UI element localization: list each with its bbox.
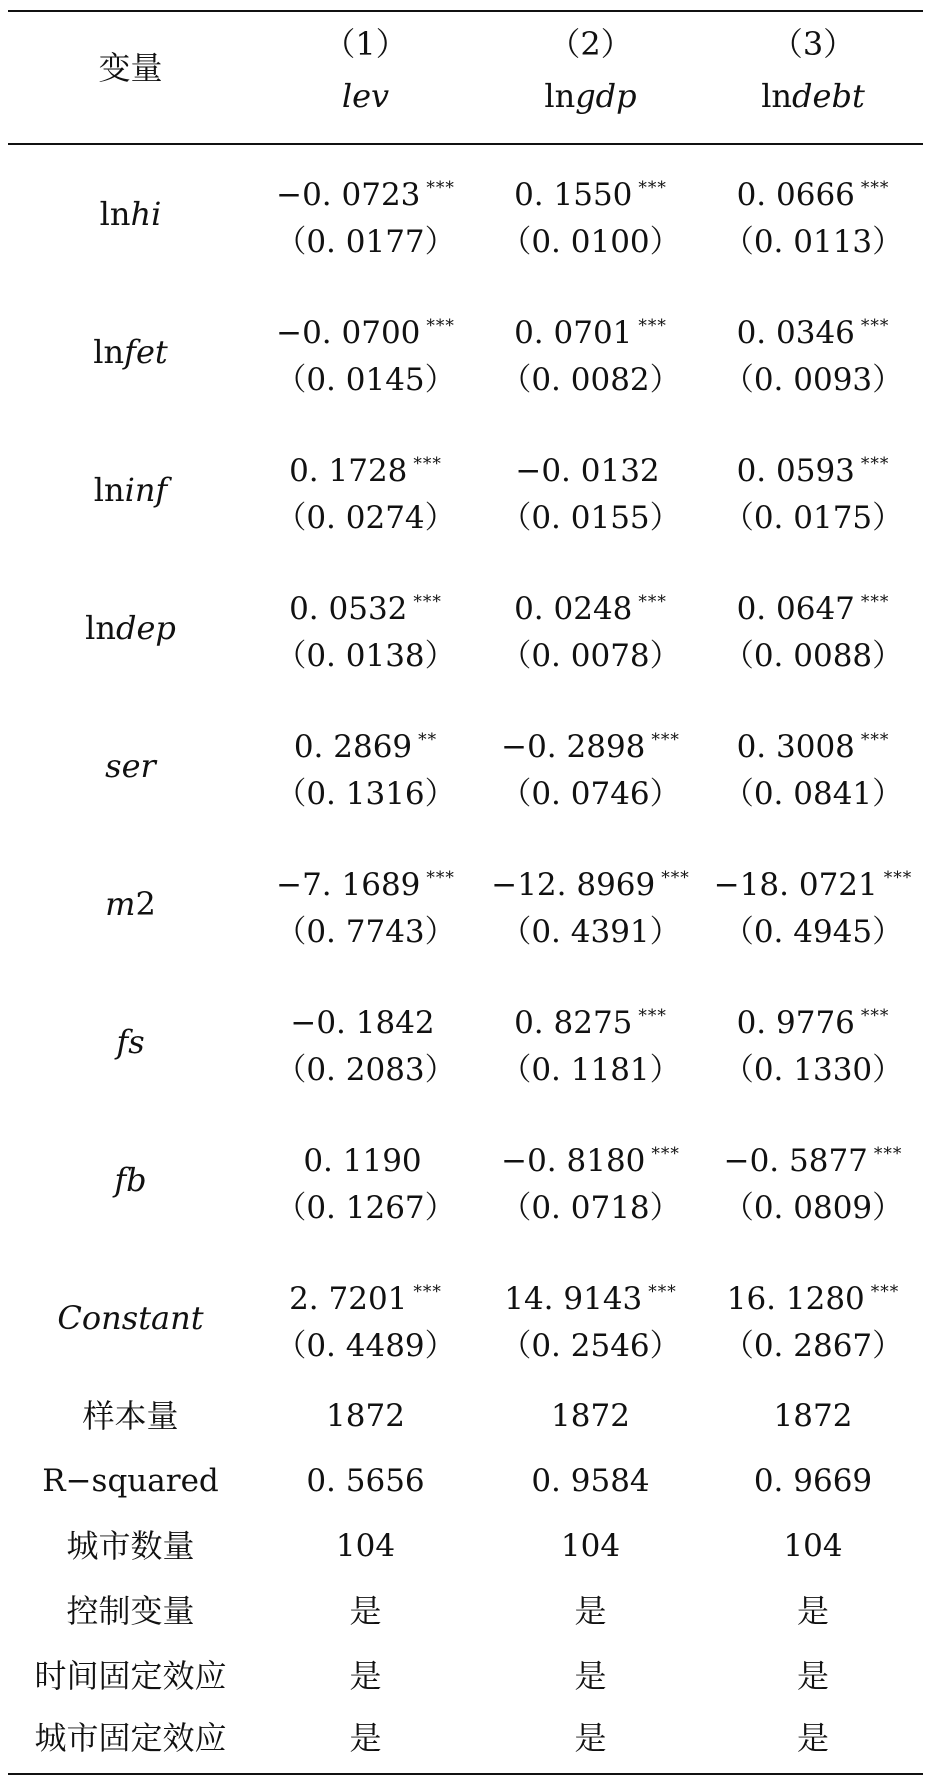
row-label-fb: fb [114, 1161, 147, 1199]
stat-value: 1872 [551, 1398, 630, 1434]
coef-cell: −0. 0132 [515, 453, 660, 489]
coef-cell: 0. 3008 *** [736, 729, 890, 765]
se-cell: （0. 1181） [500, 1052, 681, 1088]
se-cell: （0. 7743） [275, 914, 456, 950]
se-cell: （0. 1330） [722, 1052, 904, 1088]
stat-value: 是 [349, 1592, 382, 1630]
row-label-fs: fs [116, 1023, 145, 1061]
stat-value: 104 [335, 1528, 396, 1564]
se-cell: （0. 0746） [500, 776, 681, 812]
se-cell: （0. 1267） [275, 1190, 456, 1226]
stat-value: 1872 [773, 1398, 853, 1434]
coef-cell: 0. 0666 *** [736, 177, 890, 213]
stat-label-time-fe: 时间固定效应 [34, 1657, 227, 1695]
stat-label-city-count: 城市数量 [66, 1527, 195, 1565]
se-cell: （0. 2867） [722, 1328, 904, 1364]
coef-cell: −12. 8969 *** [491, 867, 690, 903]
stat-label-sample-size: 样本量 [82, 1397, 179, 1435]
stat-value: 1872 [326, 1398, 405, 1434]
coef-cell: 0. 0532 *** [289, 591, 442, 627]
row-label-constant: Constant [57, 1299, 204, 1337]
stat-value: 是 [796, 1719, 829, 1757]
se-cell: （0. 2546） [500, 1328, 681, 1364]
coef-cell: 0. 0248 *** [514, 591, 667, 627]
stat-value: 104 [560, 1528, 621, 1564]
coef-cell: 2. 7201 *** [289, 1281, 442, 1317]
coef-cell: 0. 8275 *** [514, 1005, 667, 1041]
row-label-lninf: lninf [93, 471, 168, 509]
coef-cell: 0. 0701 *** [514, 315, 667, 351]
coef-cell: 14. 9143 *** [504, 1281, 677, 1317]
stat-label-controls: 控制变量 [66, 1592, 195, 1630]
se-cell: （0. 0175） [722, 500, 904, 536]
coef-cell: −0. 2898 *** [501, 729, 680, 765]
se-cell: （0. 0082） [500, 362, 681, 398]
se-cell: （0. 0841） [722, 776, 904, 812]
coef-cell: −18. 0721 *** [713, 867, 913, 903]
se-cell: （0. 0718） [500, 1190, 681, 1226]
stat-label-city-fe: 城市固定效应 [34, 1719, 227, 1757]
se-cell: （0. 0274） [275, 500, 456, 536]
se-cell: （0. 1316） [275, 776, 456, 812]
header-variable-label: 变量 [98, 49, 163, 87]
se-cell: （0. 2083） [275, 1052, 456, 1088]
stat-value: 0. 5656 [306, 1463, 425, 1499]
header-col-2-number: （2） [548, 25, 633, 63]
coef-cell: 0. 9776 *** [736, 1005, 890, 1041]
coef-cell: 0. 0346 *** [736, 315, 890, 351]
coef-cell: −0. 1842 [290, 1005, 435, 1041]
coef-cell: 0. 1728 *** [289, 453, 442, 489]
se-cell: （0. 4489） [275, 1328, 456, 1364]
stat-value: 是 [349, 1657, 382, 1695]
stat-value: 是 [796, 1592, 829, 1630]
se-cell: （0. 0088） [722, 638, 904, 674]
header-col-1-number: （1） [323, 25, 408, 63]
table-header-rule [8, 143, 923, 145]
se-cell: （0. 0177） [275, 224, 456, 260]
coef-cell: −0. 0723 *** [276, 177, 455, 213]
coef-cell: 16. 1280 *** [726, 1281, 900, 1317]
coef-cell: 0. 1190 [303, 1143, 422, 1179]
se-cell: （0. 0809） [722, 1190, 904, 1226]
row-label-ser: ser [105, 747, 156, 785]
stat-value: 是 [574, 1657, 607, 1695]
coef-cell: −0. 8180 *** [501, 1143, 680, 1179]
row-label-m2: m2 [105, 885, 156, 923]
se-cell: （0. 0155） [500, 500, 681, 536]
stat-value: 是 [796, 1657, 829, 1695]
row-label-lnfet: lnfet [93, 333, 168, 371]
se-cell: （0. 0093） [722, 362, 904, 398]
se-cell: （0. 0145） [275, 362, 456, 398]
header-col-3-number: （3） [770, 25, 856, 63]
se-cell: （0. 0100） [500, 224, 681, 260]
stat-value: 0. 9669 [753, 1463, 873, 1499]
row-label-lnhi: lnhi [99, 195, 162, 233]
coef-cell: −7. 1689 *** [276, 867, 455, 903]
header-col-2-name: lngdp [544, 77, 637, 115]
stat-value: 是 [349, 1719, 382, 1757]
coef-cell: 0. 0593 *** [736, 453, 890, 489]
stat-value: 是 [574, 1592, 607, 1630]
se-cell: （0. 0138） [275, 638, 456, 674]
coef-cell: 0. 1550 *** [514, 177, 667, 213]
se-cell: （0. 0113） [722, 224, 904, 260]
row-label-lndep: lndep [85, 609, 176, 647]
stat-label-r-squared: R−squared [42, 1463, 219, 1499]
se-cell: （0. 4945） [722, 914, 904, 950]
coef-cell: −0. 0700 *** [276, 315, 455, 351]
header-col-3-name: lndebt [761, 77, 865, 115]
stat-value: 0. 9584 [531, 1463, 650, 1499]
table-top-rule [8, 10, 923, 12]
se-cell: （0. 4391） [500, 914, 681, 950]
coef-cell: −0. 5877 *** [723, 1143, 903, 1179]
stat-value: 104 [783, 1528, 843, 1564]
coef-cell: 0. 0647 *** [736, 591, 890, 627]
stat-value: 是 [574, 1719, 607, 1757]
coef-cell: 0. 2869 ** [293, 729, 438, 765]
table-bottom-rule [8, 1773, 923, 1775]
header-col-1-name: lev [341, 77, 390, 115]
se-cell: （0. 0078） [500, 638, 681, 674]
